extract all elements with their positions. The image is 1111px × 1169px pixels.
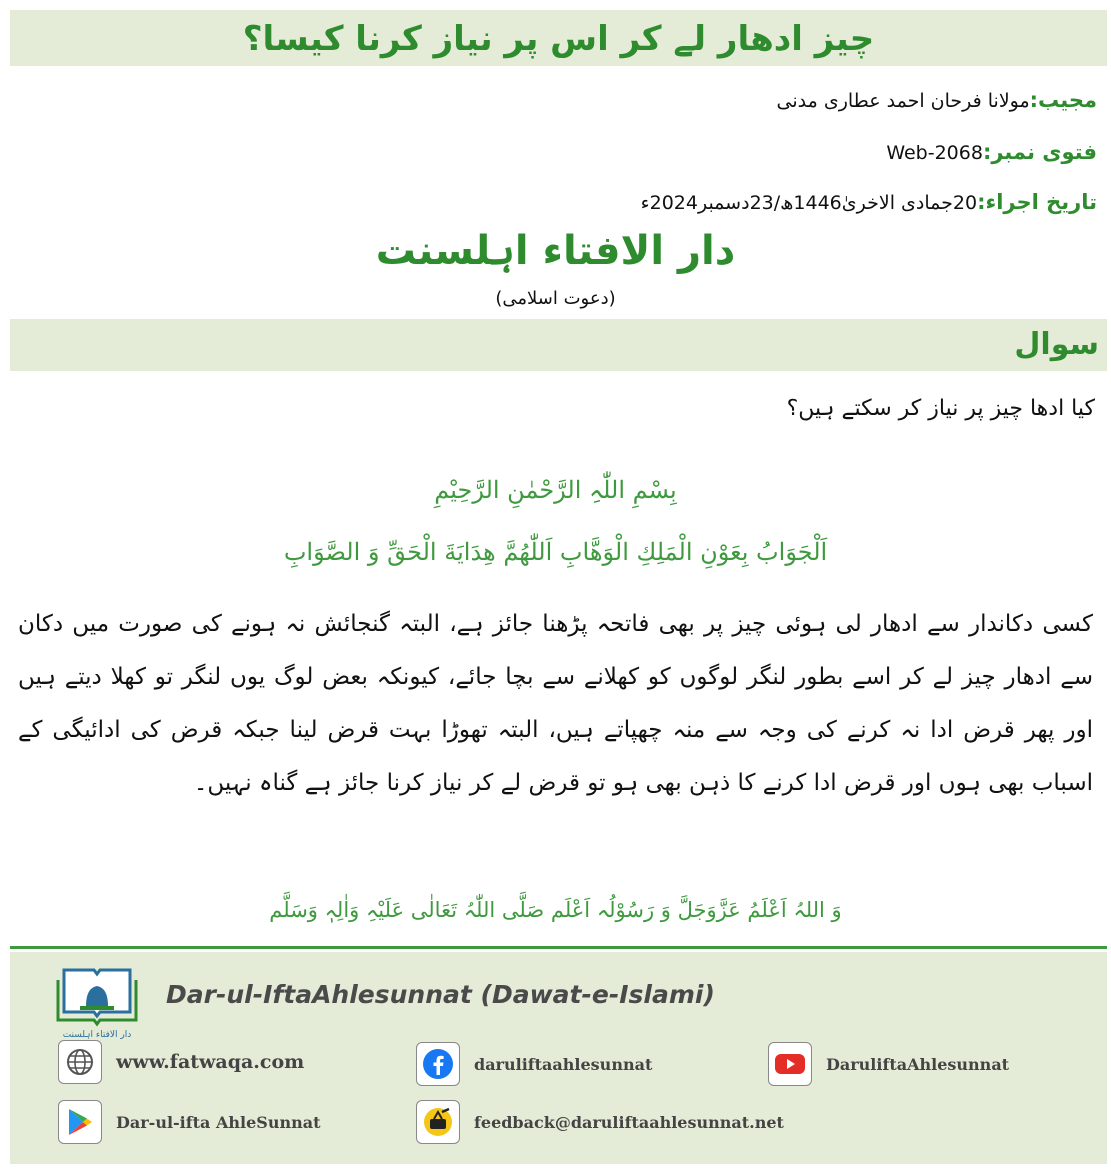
footer-title: Dar-ul-IftaAhlesunnat (Dawat-e-Islami)	[166, 980, 715, 1009]
website-text: www.fatwaqa.com	[116, 1051, 305, 1073]
fatwa-number-label: فتوی نمبر:	[982, 140, 1097, 164]
playstore-link[interactable]	[58, 1100, 320, 1144]
globe-icon	[58, 1040, 102, 1084]
facebook-link[interactable]	[416, 1042, 652, 1086]
feedback-text: feedback@daruliftaahlesunnat.net	[474, 1112, 784, 1132]
title-band	[10, 10, 1107, 66]
mujeeb-value: مولانا فرحان احمد عطاری مدنی	[776, 90, 1030, 112]
facebook-text: daruliftaahlesunnat	[474, 1054, 653, 1074]
logo-text: دار الافتاء اہلسنت	[62, 1030, 132, 1040]
youtube-icon	[768, 1042, 812, 1086]
closing-dua: وَ اللہُ اَعْلَمُ عَزَّوَجَلَّ وَ رَسُوْلُہ اَعْلَم صَلَّی اللّٰہُ تَعَالٰی عَلَیْہِ وَاٰلِہٖ وَسَلَّم	[269, 898, 842, 922]
play-store-icon	[58, 1100, 102, 1144]
date-value: 20جمادی الاخریٰ1446ھ/23دسمبر2024ء	[640, 192, 978, 214]
date-row	[641, 190, 1097, 214]
mujeeb-row	[777, 88, 1097, 112]
footer	[10, 952, 1107, 1164]
book-logo-icon	[50, 962, 144, 1032]
answer-opening: اَلْجَوَابُ بِعَوْنِ الْمَلِكِ الْوَهَّابِ اَللّٰهُمَّ هِدَايَةَ الْحَقِّ وَ الصَّوَابِ	[283, 538, 828, 566]
footer-divider	[10, 946, 1107, 949]
bismillah: بِسْمِ اللّٰہِ الرَّحْمٰنِ الرَّحِیْمِ	[434, 476, 677, 504]
answer-body: کسی دکاندار سے ادھار لی ہوئی چیز پر بھی فاتحہ پڑھنا جائز ہے، البتہ گنجائش نہ ہونے کی صورت میں دکان سے ادھار چیز لے کر اسے بطور لنگر لوگوں کو کھلانے سے بچا جائے، کیونکہ بعض لوگ یوں لنگر تو کھلا دیتے ہیں اور پھر قرض ادا نہ کرنے کی وجہ سے منہ چھپاتے ہیں، البتہ تھوڑا بہت قرض لینا جبکہ قرض کی ادائیگی کے اسباب بھی ہوں اور قرض ادا کرنے کا ذہن بھی ہو تو قرض لے کر نیاز کرنا جائز ہے گناہ نہیں۔	[18, 611, 1093, 796]
playstore-text: Dar-ul-ifta AhleSunnat	[116, 1112, 321, 1132]
question-text: کیا ادھا چیز پر نیاز کر سکتے ہیں؟	[786, 396, 1095, 421]
question-heading: سوال	[1014, 327, 1099, 362]
date-label: تاریخ اجراء:	[977, 190, 1097, 214]
youtube-text: DaruliftaAhlesunnat	[826, 1054, 1010, 1074]
page-title: چیز ادھار لے کر اس پر نیاز کرنا کیسا؟	[242, 18, 875, 59]
mujeeb-label: مجیب:	[1029, 88, 1097, 112]
question-band	[10, 319, 1107, 371]
facebook-icon	[416, 1042, 460, 1086]
brand-name: دار الافتاء اہلسنت	[375, 228, 736, 274]
feedback-link[interactable]	[416, 1100, 784, 1144]
website-link[interactable]	[58, 1040, 304, 1084]
brand-subtitle: (دعوت اسلامی)	[495, 288, 616, 309]
fatwa-number-value: Web-2068	[886, 142, 983, 164]
feedback-icon	[416, 1100, 460, 1144]
youtube-link[interactable]	[768, 1042, 1009, 1086]
fatwa-number-row	[886, 140, 1097, 164]
